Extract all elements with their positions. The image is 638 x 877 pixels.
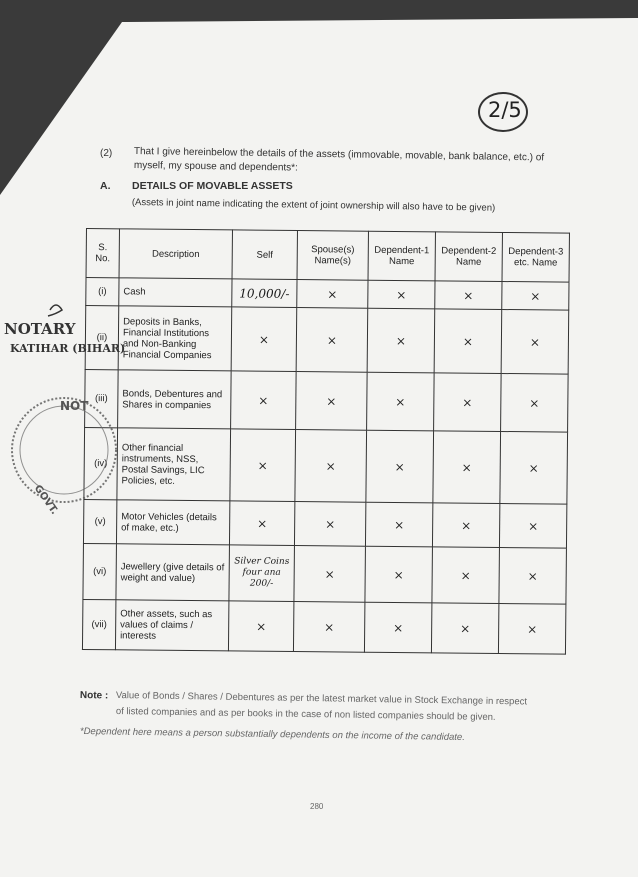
- header-spouse: Spouse(s) Name(s): [297, 231, 368, 281]
- stamp-ring-text-2: GOVT.: [31, 483, 60, 517]
- table-row: [84, 427, 568, 504]
- row-spouse-mark: ×: [294, 502, 365, 547]
- row-dependent-2-mark: ×: [432, 503, 499, 548]
- row-description: Other assets, such as values of claims / interests: [115, 600, 228, 651]
- row-self-value: Silver Coins four ana 200/-: [229, 545, 295, 602]
- stamp-notary-text: NOTARY: [4, 320, 76, 338]
- row-spouse-mark: ×: [296, 372, 368, 431]
- clause-number: (2): [100, 148, 113, 159]
- row-dependent-3-mark: ×: [502, 281, 569, 310]
- row-dependent-3-mark: ×: [500, 431, 568, 504]
- row-description: Other financial instruments, NSS, Postal Savings, LIC Policies, etc.: [117, 428, 231, 501]
- table-row: [85, 306, 569, 375]
- row-sno: (ii): [85, 306, 119, 370]
- header-dependent-2: Dependent-2 Name: [435, 232, 502, 282]
- row-dependent-2-mark: ×: [435, 281, 502, 310]
- row-description: Cash: [119, 278, 232, 307]
- row-spouse-mark: ×: [296, 308, 368, 373]
- page-number: 2/5: [488, 98, 522, 122]
- row-dependent-3-mark: ×: [498, 603, 565, 654]
- section-letter: A.: [100, 180, 111, 192]
- row-dependent-2-mark: ×: [434, 309, 502, 374]
- movable-assets-table: [82, 228, 570, 655]
- row-description: Bonds, Debentures and Shares in companies: [118, 370, 232, 429]
- row-self-value: ×: [231, 371, 297, 430]
- row-spouse-mark: ×: [295, 430, 367, 503]
- row-spouse-mark: ×: [293, 602, 364, 653]
- row-self-value: ×: [231, 307, 297, 372]
- row-dependent-1-mark: ×: [364, 602, 431, 653]
- row-sno: (iii): [85, 369, 119, 427]
- header-dependent-3: Dependent-3 etc. Name: [502, 232, 569, 282]
- note-line-3: *Dependent here means a person substantially dependents on the income of the candidate.: [79, 726, 465, 744]
- note-line-2: of listed companies and as per books in the case of non listed companies should be given.: [115, 706, 496, 723]
- row-self-value: 10,000/-: [232, 279, 297, 308]
- row-dependent-2-mark: ×: [431, 603, 498, 654]
- row-description: Jewellery (give details of weight and value): [116, 544, 230, 601]
- row-sno: (v): [83, 499, 116, 543]
- row-self-value: ×: [230, 429, 296, 502]
- row-dependent-1-mark: ×: [365, 502, 432, 547]
- table-row: [83, 499, 566, 548]
- section-subtitle: (Assets in joint name indicating the extent of joint ownership will also have to be given): [131, 197, 496, 214]
- header-self: Self: [232, 230, 297, 280]
- row-sno: (iv): [84, 427, 118, 499]
- row-dependent-3-mark: ×: [501, 309, 569, 374]
- row-self-value: ×: [229, 501, 294, 546]
- header-sno: S. No.: [86, 229, 119, 278]
- row-dependent-3-mark: ×: [499, 503, 566, 548]
- row-dependent-3-mark: ×: [501, 373, 569, 432]
- header-description: Description: [119, 229, 232, 279]
- row-dependent-2-mark: ×: [433, 431, 501, 504]
- clause-line-2: myself, my spouse and dependents*:: [133, 160, 298, 174]
- table-row: [82, 599, 565, 654]
- table-row: [83, 543, 567, 604]
- signature-scribble: [48, 305, 62, 316]
- section-title: DETAILS OF MOVABLE ASSETS: [132, 180, 293, 192]
- row-sno: (vi): [83, 543, 117, 599]
- table-header-row: [86, 229, 569, 283]
- stamp-ring-text: NOT: [60, 399, 89, 413]
- row-description: Deposits in Banks, Financial Institutions and Non-Banking Financial Companies: [118, 306, 232, 371]
- clause-line-1: That I give hereinbelow the details of the assets (immovable, movable, bank balance, etc.) of: [133, 146, 545, 164]
- note-line-1: Value of Bonds / Shares / Debentures as per the latest market value in Stock Exchange in respect: [115, 690, 528, 708]
- table-row: [85, 369, 569, 432]
- footer-page-number: 280: [310, 802, 324, 811]
- row-sno: (vii): [82, 599, 115, 649]
- row-spouse-mark: ×: [294, 546, 366, 603]
- row-dependent-1-mark: ×: [365, 546, 433, 603]
- row-spouse-mark: ×: [297, 280, 368, 309]
- row-dependent-1-mark: ×: [368, 280, 435, 309]
- row-dependent-2-mark: ×: [432, 547, 500, 604]
- row-dependent-1-mark: ×: [367, 308, 435, 373]
- row-description: Motor Vehicles (details of make, etc.): [116, 500, 229, 545]
- row-dependent-1-mark: ×: [366, 430, 434, 503]
- stamp-place-text: KATIHAR (BIHAR): [10, 342, 126, 355]
- row-dependent-1-mark: ×: [367, 372, 435, 431]
- note-label: Note :: [79, 690, 109, 702]
- row-dependent-3-mark: ×: [499, 547, 567, 604]
- row-dependent-2-mark: ×: [434, 373, 502, 432]
- row-sno: (i): [86, 278, 119, 306]
- notary-stamp: [2, 300, 152, 540]
- header-dependent-1: Dependent-1 Name: [368, 231, 435, 281]
- row-self-value: ×: [228, 601, 293, 652]
- page-number-circle: [478, 92, 528, 132]
